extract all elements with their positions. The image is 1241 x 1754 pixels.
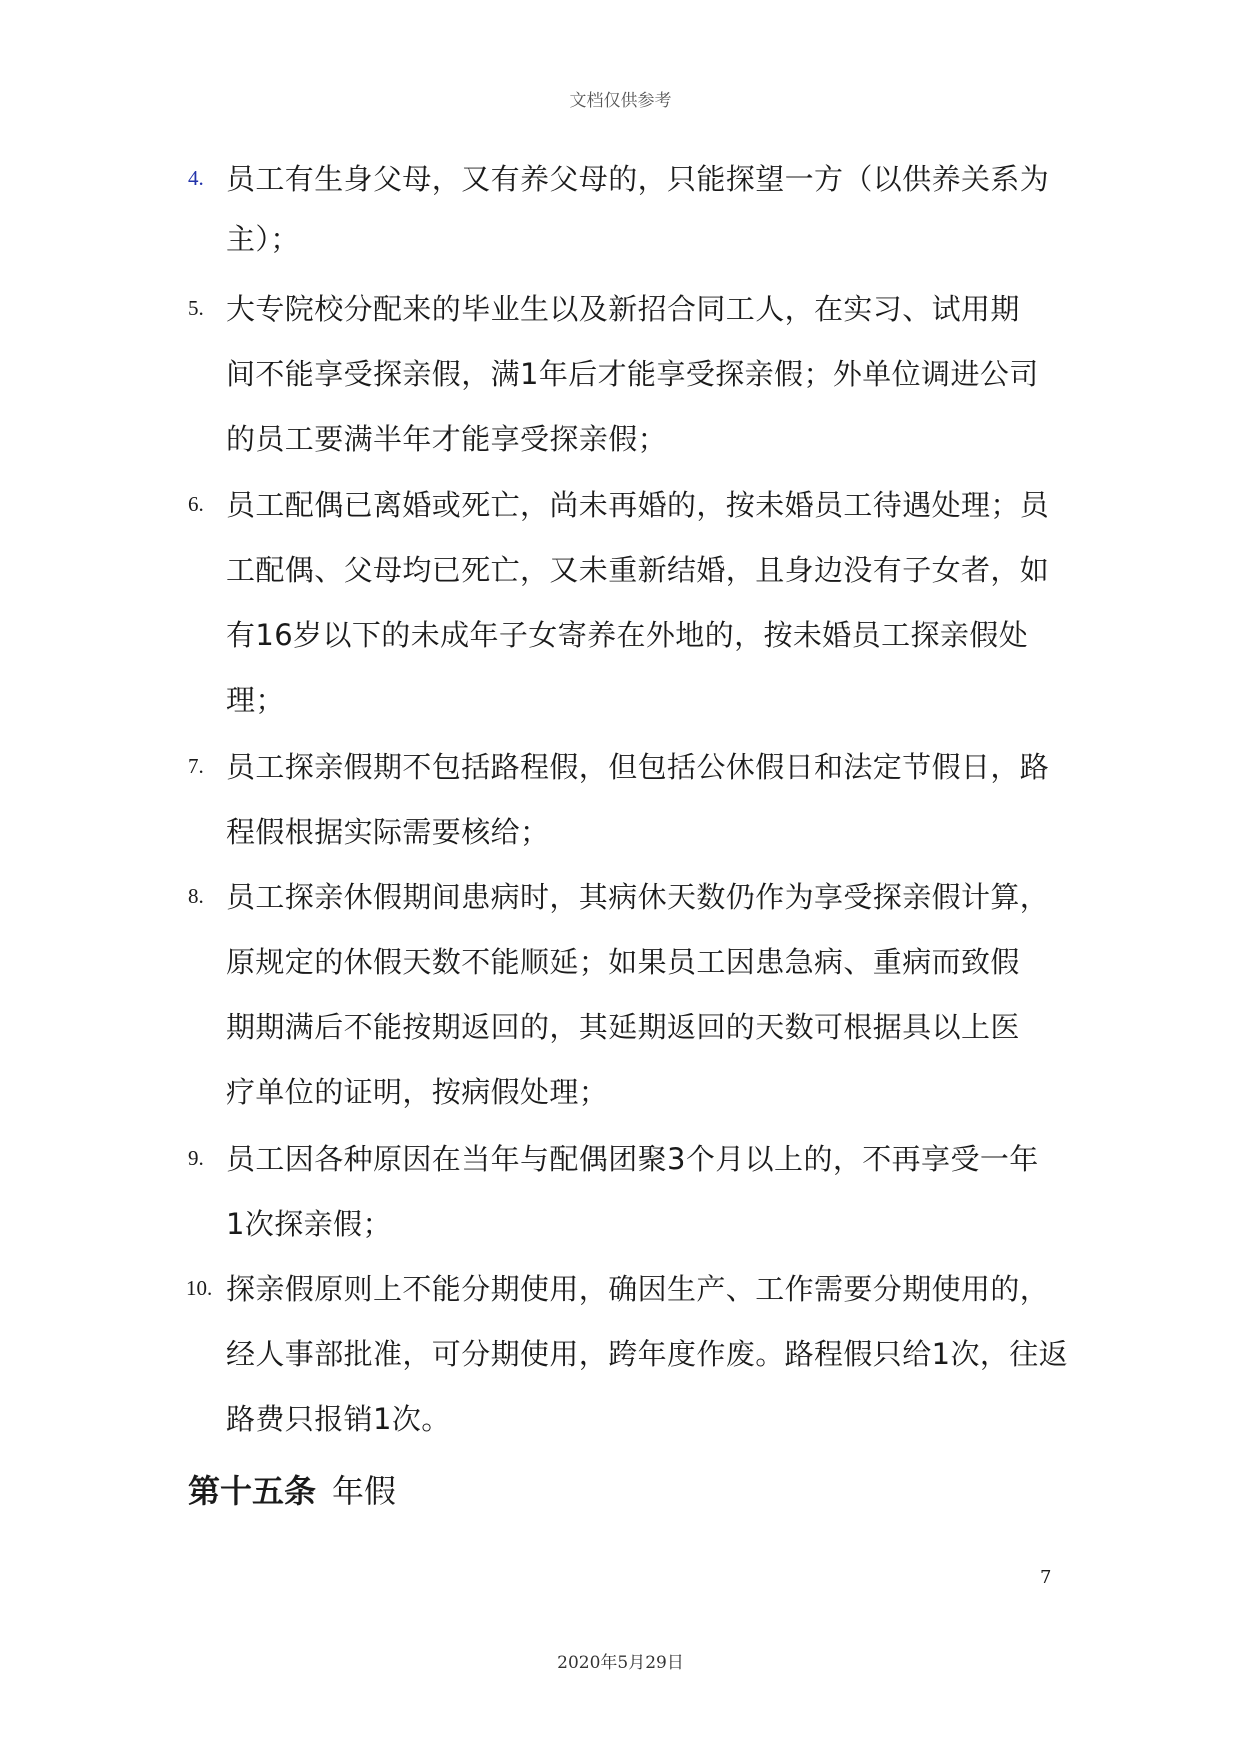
list-item-line: 大专院校分配来的毕业生以及新招合同工人，在实习、试用期 [226, 292, 1020, 326]
section-heading [188, 1466, 396, 1512]
list-item-line: 的员工要满半年才能享受探亲假； [226, 422, 668, 456]
section-title: 年假 [332, 1472, 397, 1510]
list-item-line: 疗单位的证明，按病假处理； [226, 1075, 609, 1109]
list-item-number: 7. [188, 754, 204, 778]
page-footer-date: 2020年5月29日 [557, 1653, 684, 1673]
list-item-line: 员工有生身父母，又有养父母的，只能探望一方（以供养关系为 [226, 162, 1050, 196]
list-item-line: 原规定的休假天数不能顺延；如果员工因患急病、重病而致假 [226, 945, 1020, 979]
list-item-line: 程假根据实际需要核给； [226, 815, 550, 849]
page-number: 7 [1040, 1567, 1052, 1588]
list-item-line: 经人事部批准，可分期使用，跨年度作废。路程假只给1次，往返 [226, 1337, 1069, 1371]
list-item-line: 员工因各种原因在当年与配偶团聚3个月以上的，不再享受一年 [226, 1142, 1039, 1176]
list-item-number: 10. [186, 1276, 213, 1300]
section-label: 第十五条 [188, 1472, 317, 1510]
list-item-line: 员工探亲假期不包括路程假，但包括公休假日和法定节假日，路 [226, 750, 1050, 784]
list-item-line: 1次探亲假； [226, 1207, 392, 1241]
page-header: 文档仅供参考 [569, 91, 672, 111]
list-item-line: 路费只报销1次。 [226, 1402, 451, 1436]
list-item-number: 4. [188, 166, 204, 190]
list-item-number: 5. [188, 296, 204, 320]
list-item-number: 8. [188, 884, 204, 908]
list-item-line: 工配偶、父母均已死亡，又未重新结婚，且身边没有子女者，如 [226, 553, 1050, 587]
list-item-line: 有16岁以下的未成年子女寄养在外地的，按未婚员工探亲假处 [226, 618, 1029, 652]
list-item-line: 探亲假原则上不能分期使用，确因生产、工作需要分期使用的， [226, 1272, 1050, 1306]
list-item-line: 主）； [226, 222, 300, 256]
list-item-number: 6. [188, 492, 204, 516]
list-item-line: 期期满后不能按期返回的，其延期返回的天数可根据具以上医 [226, 1010, 1020, 1044]
list-item-line: 间不能享受探亲假，满1年后才能享受探亲假；外单位调进公司 [226, 357, 1039, 391]
list-item-number: 9. [188, 1146, 204, 1170]
list-item-line: 理； [226, 683, 285, 717]
list-item-line: 员工探亲休假期间患病时，其病休天数仍作为享受探亲假计算， [226, 880, 1050, 914]
list-item-line: 员工配偶已离婚或死亡，尚未再婚的，按未婚员工待遇处理；员 [226, 488, 1050, 522]
